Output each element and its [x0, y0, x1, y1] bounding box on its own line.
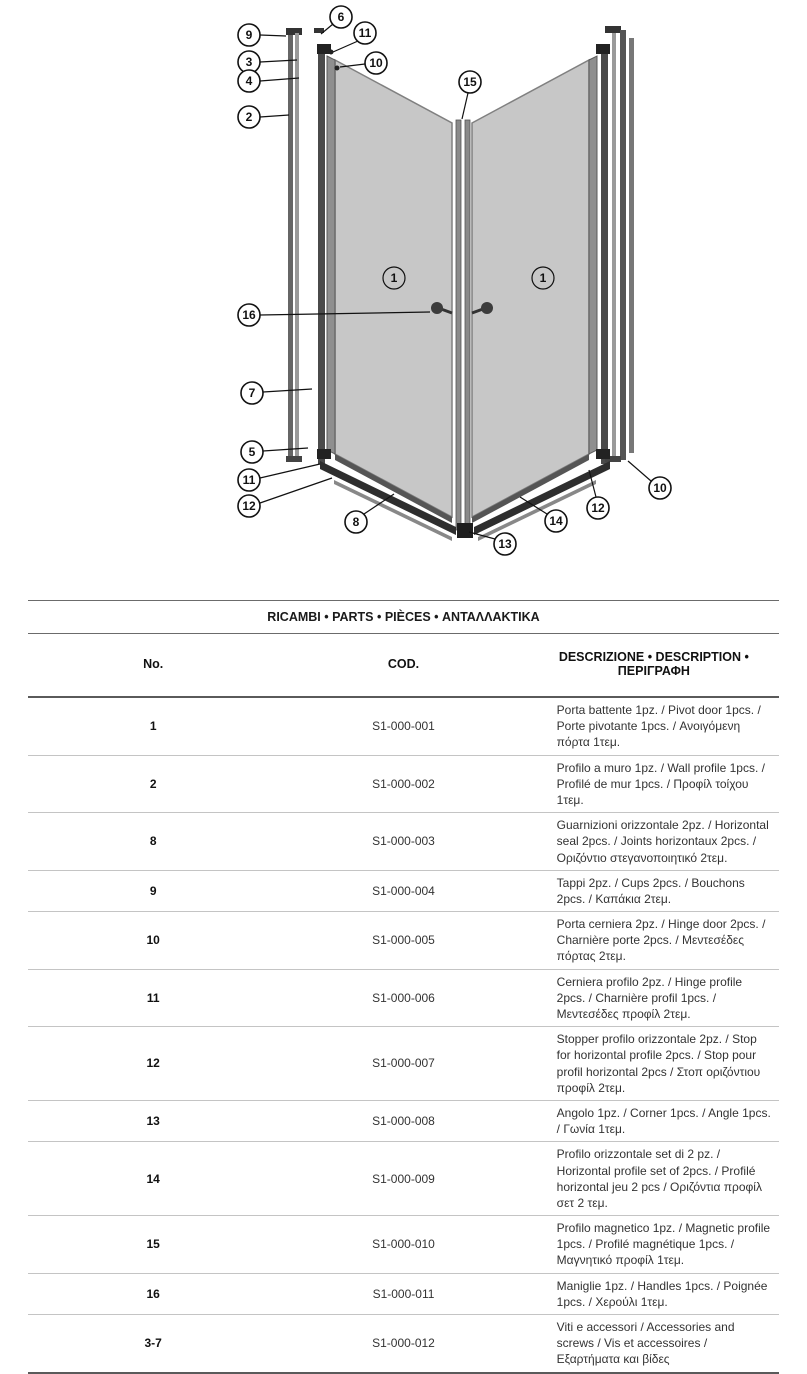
svg-text:14: 14 — [549, 514, 563, 528]
table-row — [28, 813, 779, 871]
svg-text:11: 11 — [358, 26, 372, 40]
exploded-parts-diagram — [0, 0, 807, 600]
table-row — [28, 1100, 779, 1141]
part-no: 3-7 — [28, 1315, 278, 1373]
table-row — [28, 697, 779, 755]
part-no: 14 — [28, 1142, 278, 1216]
table-row — [28, 912, 779, 970]
magnetic-profile — [456, 120, 470, 530]
part-description: Profilo magnetico 1pz. / Magnetic profile 1pcs. / Profilé magnétique 1pcs. / Μαγνητικό προφίλ 1τεμ. — [529, 1216, 779, 1274]
part-no: 1 — [28, 697, 278, 755]
svg-text:10: 10 — [653, 481, 667, 495]
table-row — [28, 870, 779, 911]
part-description: Profilo orizzontale set di 2 pz. / Horizontal profile set of 2pcs. / Profilé horizontal jeu 2 pcs / Οριζόντια προφίλ σετ 2 τεμ. — [529, 1142, 779, 1216]
left-hinge-profile — [318, 46, 325, 464]
callout-13 — [469, 532, 516, 555]
part-description: Cerniera profilo 2pz. / Hinge profile 2pcs. / Charnière profil 1pcs. / Μεντεσέδες προφίλ 2τεμ. — [529, 969, 779, 1027]
part-description: Porta cerniera 2pz. / Hinge door 2pcs. / Charnière porte 2pcs. / Μεντεσέδες πόρτας 2τεμ. — [529, 912, 779, 970]
column-header-description: DESCRIZIONE • DESCRIPTION • ΠΕΡΙΓΡΑΦΗ — [529, 634, 779, 698]
shower-enclosure-drawing — [0, 0, 807, 600]
svg-text:16: 16 — [242, 308, 256, 322]
part-no: 16 — [28, 1273, 278, 1314]
parts-table-title-row — [28, 601, 779, 634]
part-description: Porta battente 1pz. / Pivot door 1pcs. / Porte pivotante 1pcs. / Ανοιγόμενη πόρτα 1τεμ. — [529, 697, 779, 755]
part-code: S1-000-002 — [278, 755, 528, 813]
part-code: S1-000-012 — [278, 1315, 528, 1373]
part-no: 8 — [28, 813, 278, 871]
callout-15 — [459, 71, 481, 119]
part-description: Profilo a muro 1pz. / Wall profile 1pcs. / Profilé de mur 1pcs. / Προφίλ τοίχου 1τεμ. — [529, 755, 779, 813]
svg-text:4: 4 — [245, 74, 253, 88]
part-description: Guarnizioni orizzontale 2pz. / Horizontal seal 2pcs. / Joints horizontaux 2pcs. / Οριζόντιο στεγανοποιητικό 2τεμ. — [529, 813, 779, 871]
callout-6 — [321, 6, 352, 34]
part-no: 2 — [28, 755, 278, 813]
part-no: 9 — [28, 870, 278, 911]
left-wall-profile — [286, 28, 302, 462]
table-row — [28, 1142, 779, 1216]
svg-text:15: 15 — [463, 75, 477, 89]
part-code: S1-000-005 — [278, 912, 528, 970]
callout-10-right — [628, 461, 671, 499]
svg-text:5: 5 — [248, 445, 256, 459]
parts-table-header-row — [28, 634, 779, 698]
part-code: S1-000-008 — [278, 1100, 528, 1141]
svg-text:12: 12 — [591, 501, 605, 515]
part-code: S1-000-010 — [278, 1216, 528, 1274]
right-wall-profile — [605, 26, 634, 462]
table-row — [28, 969, 779, 1027]
callout-7 — [241, 382, 312, 404]
svg-text:2: 2 — [245, 110, 253, 124]
table-row — [28, 1216, 779, 1274]
corner-piece — [457, 523, 473, 538]
svg-text:12: 12 — [242, 499, 256, 513]
svg-text:6: 6 — [337, 10, 345, 24]
svg-text:1: 1 — [539, 271, 547, 285]
left-door-panel — [327, 56, 452, 523]
part-code: S1-000-001 — [278, 697, 528, 755]
part-no: 10 — [28, 912, 278, 970]
column-header-cod: COD. — [278, 634, 528, 698]
part-description: Maniglie 1pz. / Handles 1pcs. / Poignée 1pcs. / Χερούλι 1τεμ. — [529, 1273, 779, 1314]
part-no: 13 — [28, 1100, 278, 1141]
part-code: S1-000-007 — [278, 1027, 528, 1101]
part-no: 11 — [28, 969, 278, 1027]
callout-9 — [238, 24, 286, 46]
svg-text:7: 7 — [248, 386, 256, 400]
right-hinge-profile — [601, 46, 608, 464]
callout-12-right — [587, 470, 609, 519]
table-row — [28, 755, 779, 813]
column-header-no: No. — [28, 634, 278, 698]
svg-text:8: 8 — [352, 515, 360, 529]
table-row — [28, 1315, 779, 1373]
svg-text:3: 3 — [245, 55, 253, 69]
svg-text:1: 1 — [390, 271, 398, 285]
table-row — [28, 1027, 779, 1101]
part-description: Tappi 2pz. / Cups 2pcs. / Bouchons 2pcs. / Καπάκια 2τεμ. — [529, 870, 779, 911]
part-code: S1-000-006 — [278, 969, 528, 1027]
part-code: S1-000-004 — [278, 870, 528, 911]
door-handles — [431, 302, 493, 314]
part-description: Viti e accessori / Accessories and screws / Vis et accessoires / Εξαρτήματα και βίδες — [529, 1315, 779, 1373]
right-door-panel — [472, 56, 597, 523]
parts-table — [28, 600, 779, 1374]
callout-2 — [238, 106, 289, 128]
part-description: Stopper profilo orizzontale 2pz. / Stop for horizontal profile 2pcs. / Stop pour profil horizontal 2pcs / Στοπ οριζόντιου προφίλ 2τεμ. — [529, 1027, 779, 1101]
svg-text:11: 11 — [242, 473, 256, 487]
part-no: 15 — [28, 1216, 278, 1274]
part-code: S1-000-011 — [278, 1273, 528, 1314]
parts-table-title: RICAMBI • PARTS • PIÈCES • ΑΝΤΑΛΛΑΚΤΙΚΑ — [28, 601, 779, 634]
svg-text:9: 9 — [245, 28, 253, 42]
part-description: Angolo 1pz. / Corner 1pcs. / Angle 1pcs. / Γωνία 1τεμ. — [529, 1100, 779, 1141]
svg-text:10: 10 — [369, 56, 383, 70]
part-no: 12 — [28, 1027, 278, 1101]
svg-text:13: 13 — [498, 537, 512, 551]
part-code: S1-000-003 — [278, 813, 528, 871]
part-code: S1-000-009 — [278, 1142, 528, 1216]
table-row — [28, 1273, 779, 1314]
